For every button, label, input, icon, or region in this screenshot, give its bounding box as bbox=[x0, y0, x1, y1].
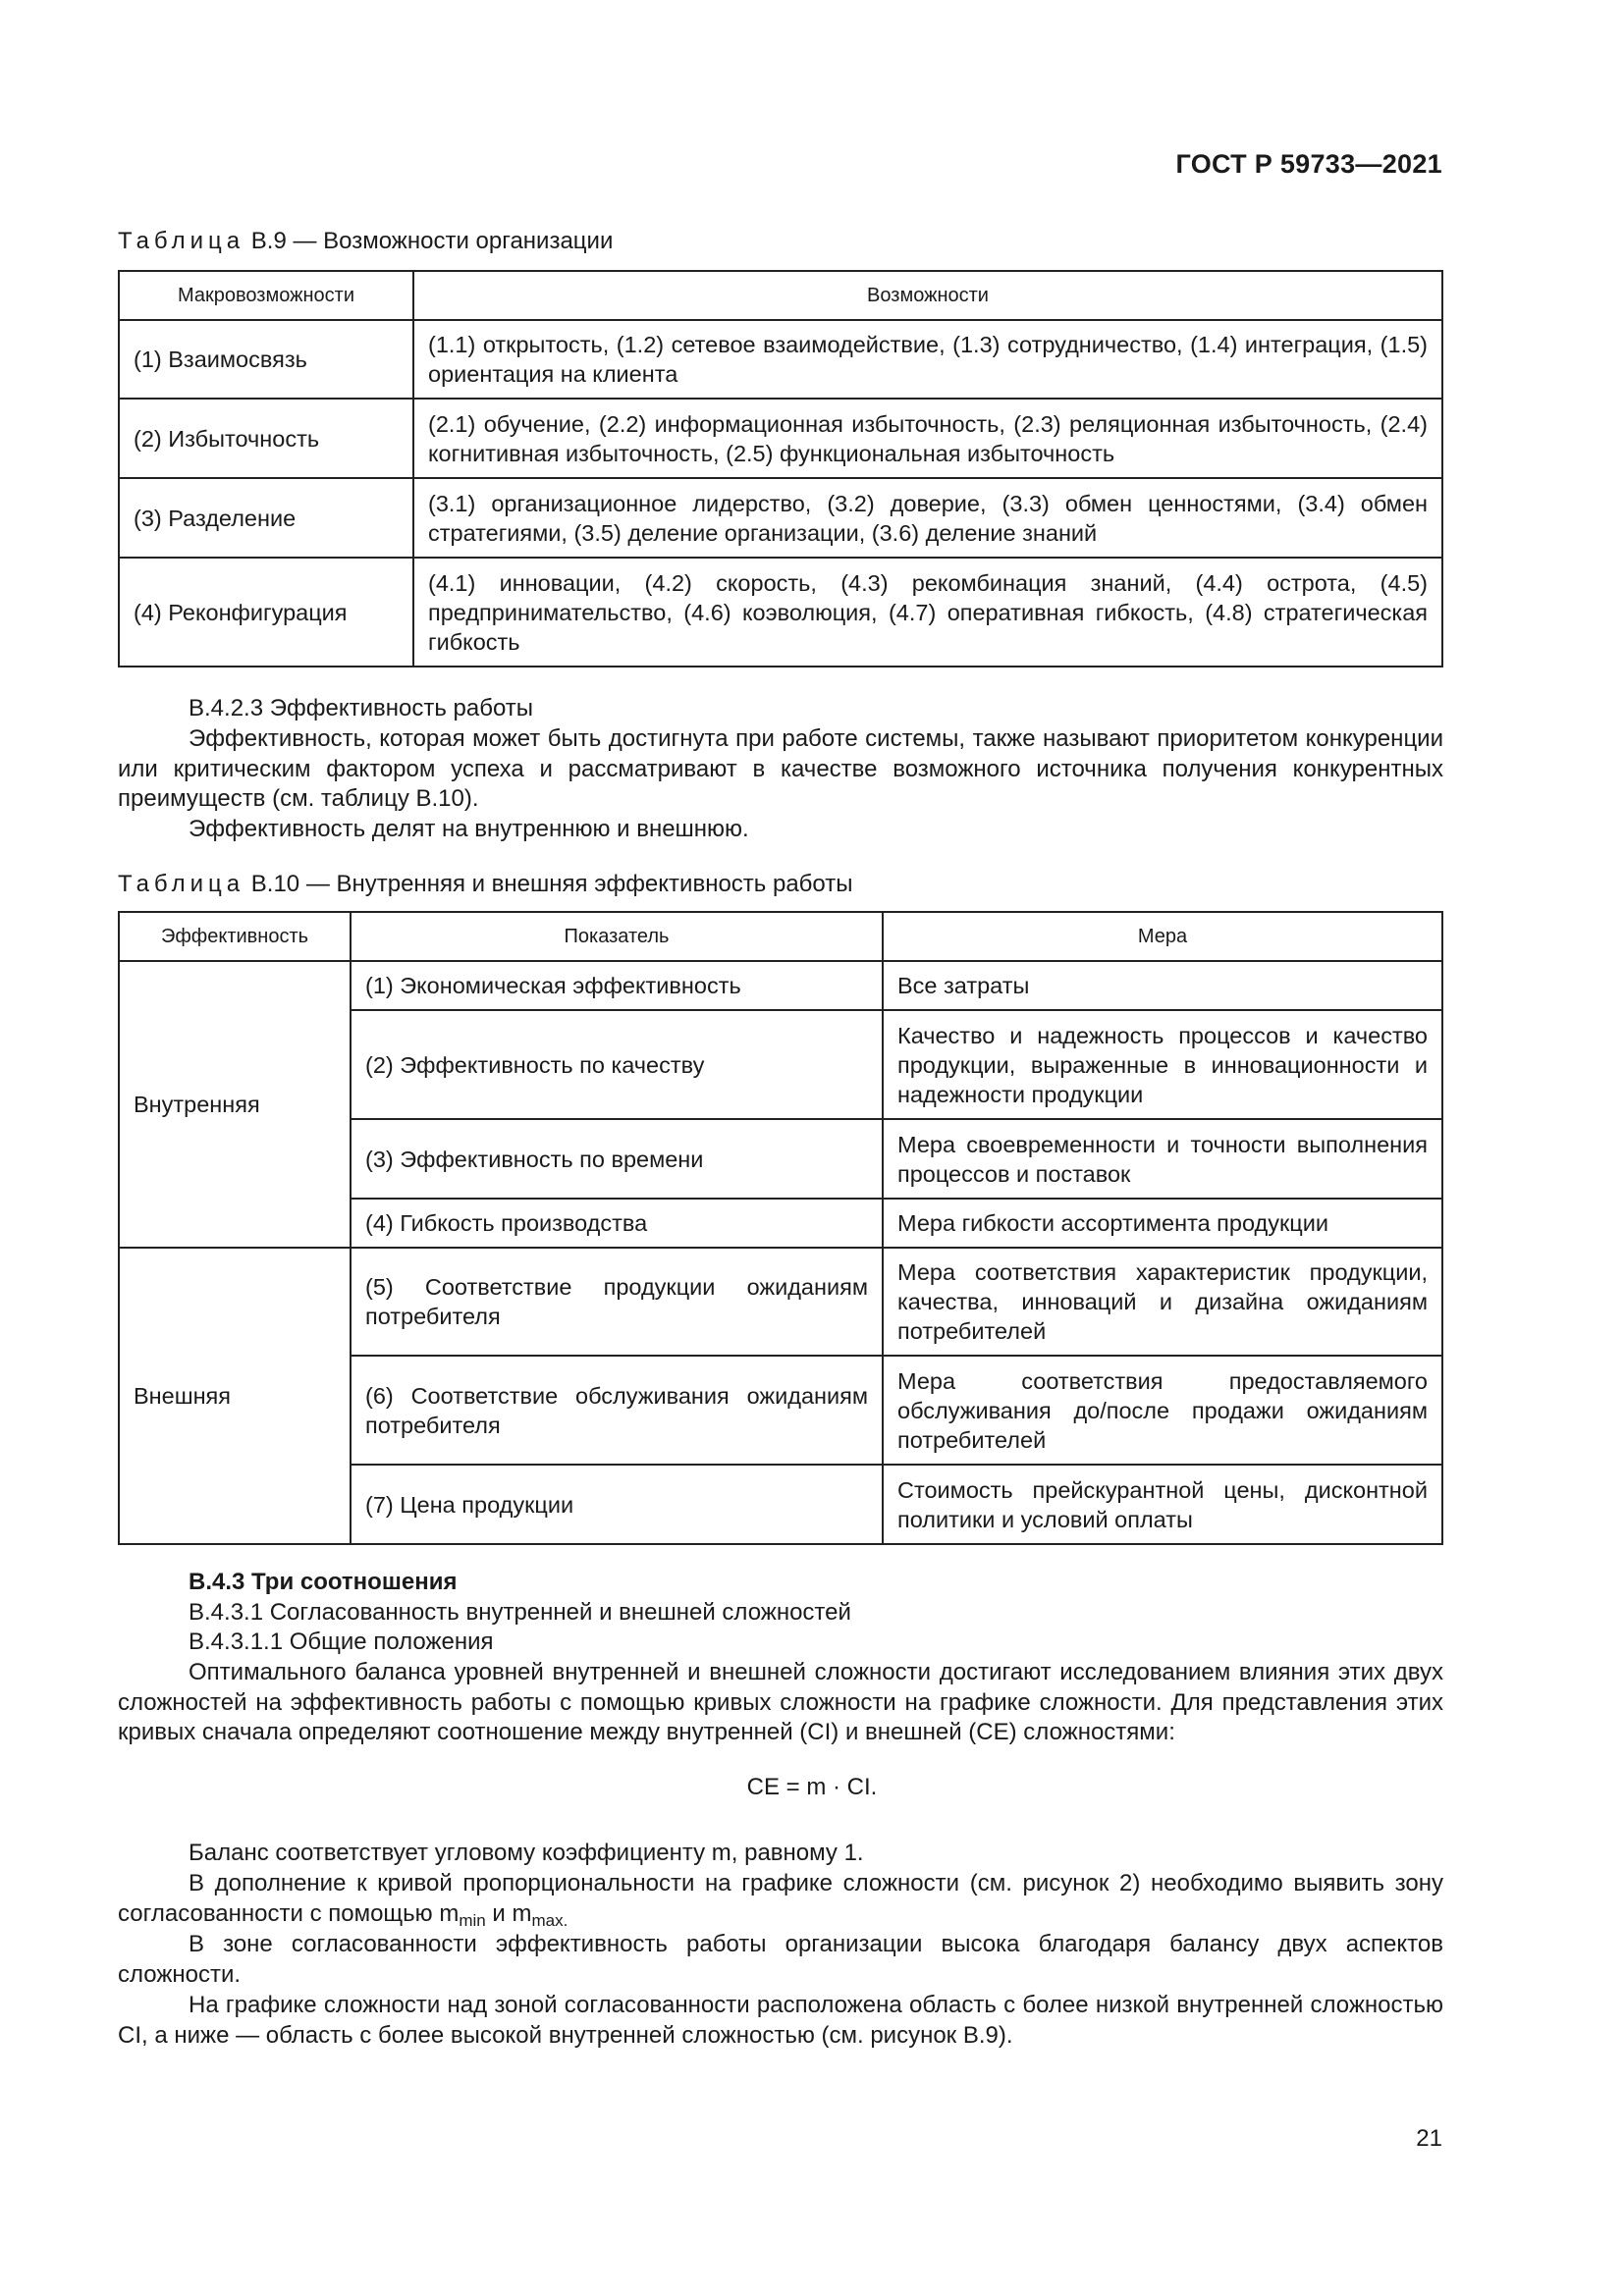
paragraph: Эффективность, которая может быть достигнута при работе системы, также называют приоритетом конкуренции или критическим фактором успеха и рассматривают в качестве возможного источника получения конкурентных преимуществ (см. таблицу В.10). bbox=[118, 725, 1443, 812]
indicator-cell: (1) Экономическая эффективность bbox=[351, 961, 883, 1010]
indicator-cell: (6) Соответствие обслуживания ожиданиям потребителя bbox=[351, 1356, 883, 1465]
indicator-cell: (4) Гибкость производства bbox=[351, 1199, 883, 1248]
table-b9 bbox=[118, 270, 1443, 667]
period: . bbox=[563, 1910, 568, 1930]
table-row bbox=[119, 320, 1442, 399]
measure-cell: Все затраты bbox=[883, 961, 1442, 1010]
text: В дополнение к кривой пропорциональности на графике сложности (см. рисунок 2) необходимо выявить зону согласованности с помощью bbox=[118, 1870, 1443, 1927]
page-number: 21 bbox=[1416, 2125, 1442, 2152]
macro-cell: (4) Реконфигурация bbox=[119, 558, 413, 667]
measure-cell: Мера соответствия предоставляемого обслуживания до/после продажи ожиданиям потребителей bbox=[883, 1356, 1442, 1465]
indicator-cell: (3) Эффективность по времени bbox=[351, 1119, 883, 1199]
table-b10-caption bbox=[118, 871, 852, 898]
col-header-caps: Возможности bbox=[413, 271, 1442, 320]
table-b9-caption bbox=[118, 228, 613, 255]
macro-cell: (3) Разделение bbox=[119, 478, 413, 558]
m-symbol: m bbox=[512, 1899, 532, 1927]
max-subscript: max bbox=[531, 1910, 564, 1930]
section-heading-b43: В.4.3 Три соотношения bbox=[189, 1569, 458, 1595]
macro-cell: (1) Взаимосвязь bbox=[119, 320, 413, 399]
subsection-heading: В.4.3.1.1 Общие положения bbox=[189, 1629, 494, 1655]
formula: CE = m · CI. bbox=[746, 1774, 878, 1800]
paragraph: Баланс соответствует угловому коэффициенту m, равному 1. bbox=[189, 1840, 864, 1866]
paragraph: Эффективность делят на внутреннюю и внешнюю. bbox=[189, 816, 749, 842]
col-header-indicator: Показатель bbox=[351, 912, 883, 961]
table-row bbox=[119, 961, 1442, 1010]
col-header-efficiency: Эффективность bbox=[119, 912, 351, 961]
m-symbol: m bbox=[439, 1899, 460, 1927]
indicator-cell: (2) Эффективность по качеству bbox=[351, 1010, 883, 1119]
caption-text: В.10 — Внутренняя и внешняя эффективность работы bbox=[244, 871, 853, 897]
measure-cell: Стоимость прейскурантной цены, дисконтной политики и условий оплаты bbox=[883, 1465, 1442, 1544]
section-heading-b423: В.4.2.3 Эффективность работы bbox=[189, 695, 533, 721]
macro-cell: (2) Избыточность bbox=[119, 399, 413, 478]
caps-cell: (2.1) обучение, (2.2) информационная избыточность, (2.3) реляционная избыточность, (2.4) когнитивная избыточность, (2.5) функциональная избыточность bbox=[413, 399, 1442, 478]
caption-text: В.9 — Возможности организации bbox=[244, 228, 614, 254]
measure-cell: Мера своевременности и точности выполнения процессов и поставок bbox=[883, 1119, 1442, 1199]
table-row bbox=[119, 1248, 1442, 1356]
paragraph: На графике сложности над зоной согласованности расположена область с более низкой внутренней сложностью CI, а ниже — область с более высокой внутренней сложностью (см. рисунок В.9). bbox=[118, 1992, 1443, 2049]
paragraph: В зоне согласованности эффективность работы организации высока благодаря балансу двух аспектов сложности. bbox=[118, 1931, 1443, 1988]
caps-cell: (4.1) инновации, (4.2) скорость, (4.3) рекомбинация знаний, (4.4) острота, (4.5) предпринимательство, (4.6) коэволюция, (4.7) оперативная гибкость, (4.8) стратегическая гибкость bbox=[413, 558, 1442, 667]
paragraph: Оптимального баланса уровней внутренней и внешней сложности достигают исследованием влияния этих двух сложностей на эффективность работы с помощью кривых сложности на графике сложности. Для представления этих кривых сначала определяют соотношение между внутренней (CI) и внешней (CE) сложностями: bbox=[118, 1659, 1443, 1745]
table-row bbox=[119, 478, 1442, 558]
paragraph bbox=[118, 1869, 1443, 1929]
table-b10 bbox=[118, 911, 1443, 1545]
measure-cell: Мера соответствия характеристик продукции, качества, инноваций и дизайна ожиданиям потребителей bbox=[883, 1248, 1442, 1356]
caps-cell: (1.1) открытость, (1.2) сетевое взаимодействие, (1.3) сотрудничество, (1.4) интеграция, (1.5) ориентация на клиента bbox=[413, 320, 1442, 399]
measure-cell: Мера гибкости ассортимента продукции bbox=[883, 1199, 1442, 1248]
table-row bbox=[119, 558, 1442, 667]
group-cell: Внешняя bbox=[119, 1248, 351, 1544]
min-subscript: min bbox=[459, 1910, 486, 1930]
col-header-macro: Макровозможности bbox=[119, 271, 413, 320]
text: и bbox=[485, 1899, 513, 1927]
measure-cell: Качество и надежность процессов и качество продукции, выраженные в инновационности и надежности продукции bbox=[883, 1010, 1442, 1119]
caption-prefix: Таблица bbox=[118, 871, 245, 897]
group-cell: Внутренняя bbox=[119, 961, 351, 1248]
caption-prefix: Таблица bbox=[118, 228, 245, 254]
indicator-cell: (7) Цена продукции bbox=[351, 1465, 883, 1544]
col-header-measure: Мера bbox=[883, 912, 1442, 961]
table-row bbox=[119, 399, 1442, 478]
standard-number: ГОСТ Р 59733—2021 bbox=[1175, 149, 1442, 179]
indicator-cell: (5) Соответствие продукции ожиданиям потребителя bbox=[351, 1248, 883, 1356]
subsection-heading: В.4.3.1 Согласованность внутренней и внешней сложностей bbox=[189, 1599, 851, 1626]
caps-cell: (3.1) организационное лидерство, (3.2) доверие, (3.3) обмен ценностями, (3.4) обмен стратегиями, (3.5) деление организации, (3.6) деление знаний bbox=[413, 478, 1442, 558]
